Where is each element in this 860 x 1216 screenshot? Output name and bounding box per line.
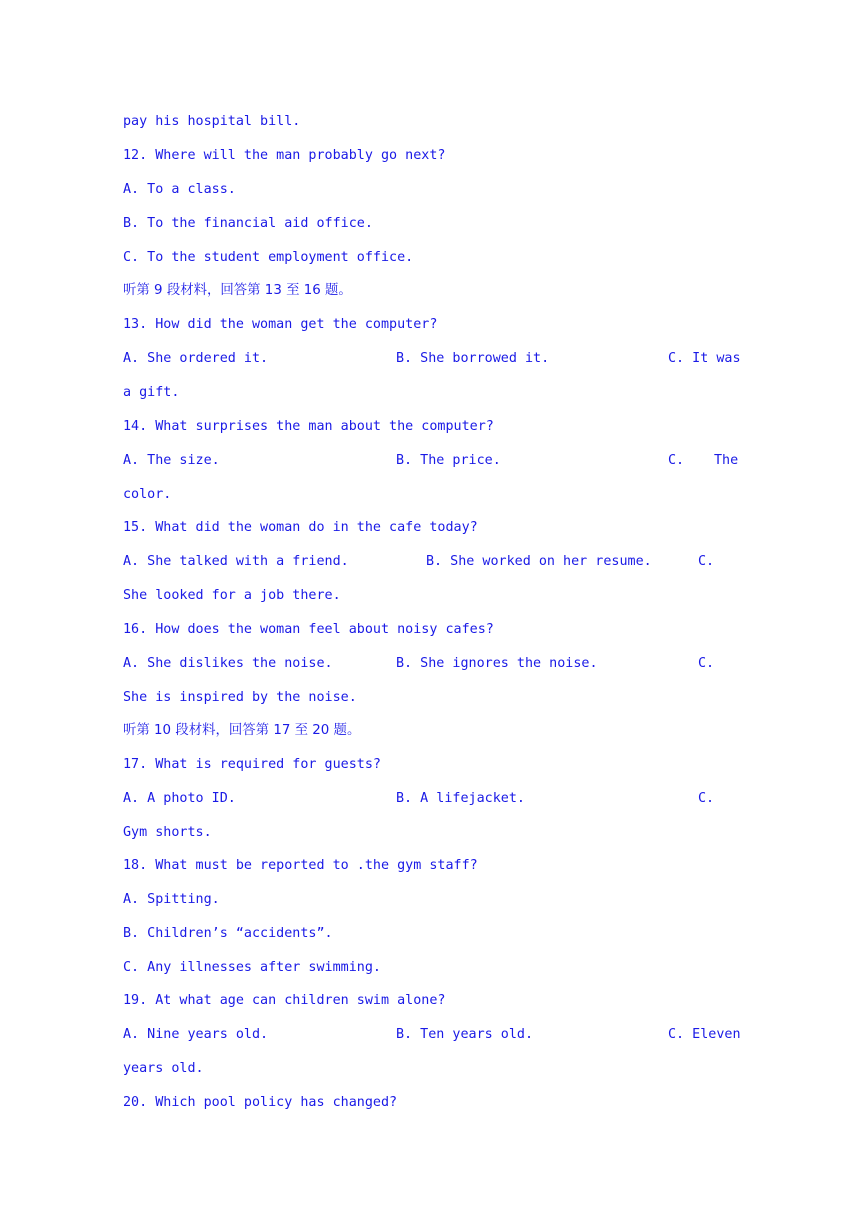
question-20: 20. Which pool policy has changed? [123, 1095, 398, 1110]
q13-option-a: A. She ordered it. [123, 351, 269, 366]
q18-option-a: A. Spitting. [123, 892, 220, 907]
q14-option-a: A. The size. [123, 453, 220, 468]
q12-option-c: C. To the student employment office. [123, 250, 414, 265]
q19-option-c: C. Eleven [668, 1027, 741, 1042]
q16-option-c: C. [698, 656, 715, 671]
text-line: years old. [123, 1061, 204, 1076]
text-line: Gym shorts. [123, 825, 212, 840]
q15-option-b: B. She worked on her resume. [426, 554, 652, 569]
question-14: 14. What surprises the man about the computer? [123, 419, 494, 434]
q14-option-b: B. The price. [396, 453, 501, 468]
q15-option-c: C. [698, 554, 715, 569]
text-line: pay his hospital bill. [123, 114, 301, 129]
q13-option-c: C. It was [668, 351, 741, 366]
q19-option-a: A. Nine years old. [123, 1027, 269, 1042]
q16-option-a: A. She dislikes the noise. [123, 656, 333, 671]
q19-option-b: B. Ten years old. [396, 1027, 534, 1042]
section-instruction-9: 听第 9 段材料，回答第 13 至 16 题。 [123, 283, 352, 298]
question-19: 19. At what age can children swim alone? [123, 993, 446, 1008]
q18-option-b: B. Children’s “accidents”. [123, 926, 333, 941]
q17-option-a: A. A photo ID. [123, 791, 236, 806]
section-instruction-10: 听第 10 段材料，回答第 17 至 20 题。 [123, 723, 361, 738]
question-13: 13. How did the woman get the computer? [123, 317, 438, 332]
q12-option-a: A. To a class. [123, 182, 236, 197]
question-16: 16. How does the woman feel about noisy cafes? [123, 622, 494, 637]
text-line: She looked for a job there. [123, 588, 341, 603]
q17-option-b: B. A lifejacket. [396, 791, 525, 806]
question-18: 18. What must be reported to .the gym staff? [123, 858, 478, 873]
q17-option-c: C. [698, 791, 715, 806]
question-17: 17. What is required for guests? [123, 757, 381, 772]
question-12: 12. Where will the man probably go next? [123, 148, 446, 163]
q16-option-b: B. She ignores the noise. [396, 656, 598, 671]
question-15: 15. What did the woman do in the cafe today? [123, 520, 478, 535]
q14-option-c-letter: C. [668, 453, 685, 468]
q13-option-b: B. She borrowed it. [396, 351, 550, 366]
q14-option-c-word: The [714, 453, 739, 468]
text-line: a gift. [123, 385, 180, 400]
q15-option-a: A. She talked with a friend. [123, 554, 349, 569]
text-line: She is inspired by the noise. [123, 690, 357, 705]
q12-option-b: B. To the financial aid office. [123, 216, 373, 231]
text-line: color. [123, 487, 172, 502]
q18-option-c: C. Any illnesses after swimming. [123, 960, 381, 975]
